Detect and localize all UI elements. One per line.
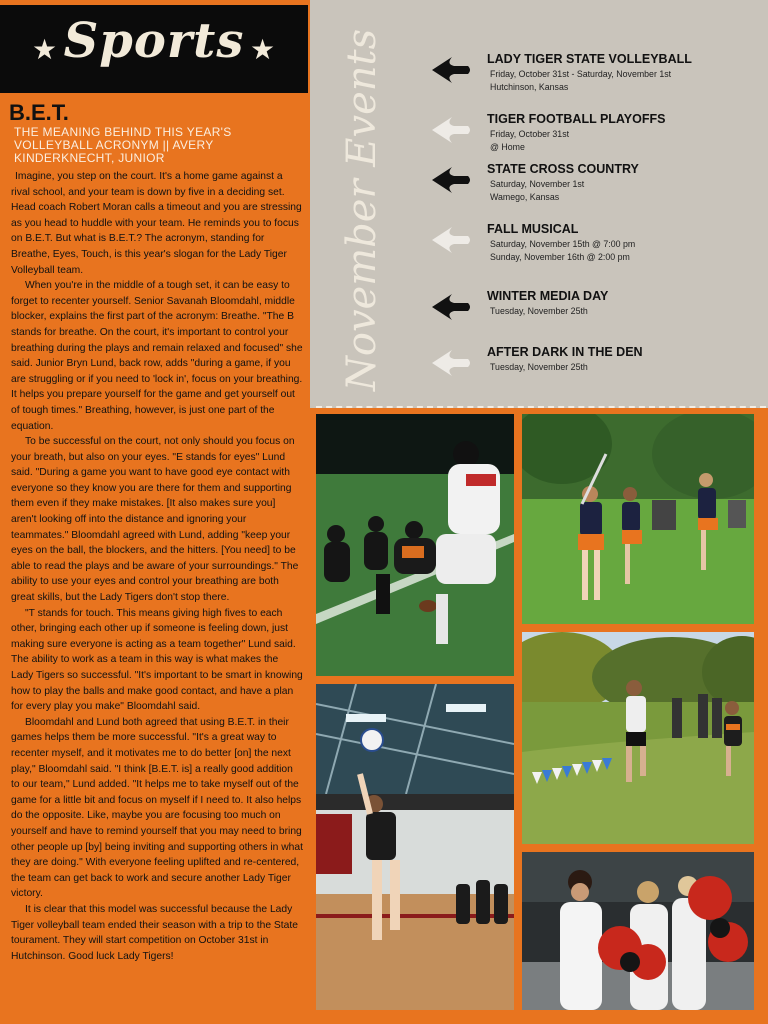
events-title-text: November Events bbox=[339, 28, 385, 392]
section-title: Sports bbox=[63, 13, 245, 69]
cross-country-photo bbox=[522, 632, 754, 844]
arrow-left-icon bbox=[430, 225, 474, 255]
event-name: STATE CROSS COUNTRY bbox=[487, 162, 639, 176]
article-subtitle: THE MEANING BEHIND THIS YEAR'S VOLLEYBALL ACRONYM || AVERY KINDERKNECHT, JUNIOR bbox=[14, 125, 232, 165]
article-paragraph: Bloomdahl and Lund both agreed that using B.E.T. in their games helps them be more successful. "It's a great way to recenter myself, and it motivates me to do better [on] the next play," Bloomdahl said. "I think [B.E.T. is] a really good addition to our team," Lund added. "It helps me to take myself out of the game for a little bit and focus on myself if I need to. It also helps do the opposite. Like, maybe you are focusing too much on yourself and have to remind yourself that you may need to bring other people up [by] being inviting and supporting others in what they are doing." With everyone feeling uplifted and re-centered, the team can get back to work and secure another Lady Tiger victory. bbox=[11, 716, 303, 900]
photo-grid bbox=[310, 408, 768, 1024]
cheerleading-photo bbox=[522, 852, 754, 1010]
star-icon: ★ bbox=[250, 34, 276, 65]
event-detail: Tuesday, November 25th bbox=[490, 362, 588, 372]
article-paragraph: "T stands for touch. This means giving high fives to each other, bringing each other up if someone is feeling down, just making sure everyone is acting as a team together" Lund said. The ability to work as a team in this way is what makes the Lady Tigers so successful. "It's important to be smart in knowing how to play the balls and make good contact, and have a plan for every play you make" Bloomdahl said. bbox=[11, 607, 303, 713]
article-panel bbox=[0, 0, 310, 1024]
event-name: FALL MUSICAL bbox=[487, 222, 579, 236]
arrow-left-icon bbox=[430, 292, 474, 322]
event-detail: Tuesday, November 25th bbox=[490, 306, 588, 316]
event-detail: Saturday, November 15th @ 7:00 pm bbox=[490, 239, 636, 249]
volleyball-photo bbox=[316, 684, 514, 1010]
football-photo bbox=[316, 414, 514, 676]
article-paragraph: It is clear that this model was successful because the Lady Tiger volleyball team ended their season with a trip to the State tourament. They will start competition on October 31st in Hutchinson. Good luck Lady Tigers! bbox=[11, 903, 298, 962]
event-detail: Saturday, November 1st bbox=[490, 179, 585, 189]
article-paragraph: To be successful on the court, not only should you focus on your breath, but also on your eyes. "E stands for eyes" Lund said. "During a game you want to have good eye contact with everyone so they know you are there for them and supporting them even if they make mistakes. [It also makes sure you] aren't looking off into the distance and ignoring your teammates." Bloomdahl agreed with Lund, adding "keep your eyes on the ball, the blockers, and the hitters. [You need] to be able to read the plays and be aware of your surroundings." The ability to use your eyes and control your breathing are both great skills, but the Lady Tigers don't stop there. bbox=[11, 436, 299, 604]
event-detail: Sunday, November 16th @ 2:00 pm bbox=[490, 252, 630, 262]
event-detail: Hutchinson, Kansas bbox=[490, 82, 569, 92]
event-detail: @ Home bbox=[490, 142, 525, 152]
arrow-left-icon bbox=[430, 348, 474, 378]
star-icon: ★ bbox=[32, 34, 58, 65]
event-detail: Wamego, Kansas bbox=[490, 192, 560, 202]
events-title bbox=[322, 0, 402, 408]
arrow-left-icon bbox=[430, 115, 474, 145]
golf-photo bbox=[522, 414, 754, 624]
event-name: TIGER FOOTBALL PLAYOFFS bbox=[487, 112, 666, 126]
arrow-left-icon bbox=[430, 55, 474, 85]
sports-banner bbox=[0, 5, 308, 93]
event-name: WINTER MEDIA DAY bbox=[487, 289, 609, 303]
event-name: AFTER DARK IN THE DEN bbox=[487, 345, 643, 359]
article-paragraph: Imagine, you step on the court. It's a home game against a rival school, and your team is down by five in a deciding set. Head coach Robert Moran calls a timeout and you are stressing as you head to huddle with your team. He reminds you to focus on B.E.T. But what is B.E.T.? The acronym, standing for Breathe, Eyes, Touch, is this year's slogan for the Lady Tiger Volleyball team. bbox=[11, 171, 302, 276]
arrow-left-icon bbox=[430, 165, 474, 195]
event-detail: Friday, October 31st bbox=[490, 129, 570, 139]
article-body bbox=[11, 169, 303, 1001]
article-paragraph: When you're in the middle of a tough set, it can be easy to forget to recenter yourself. Senior Savanah Bloomdahl, middle blocker, explains the first part of the acronym: Breathe. "The B stands for breathe. On the court, it's important to control your breathing during the plays and remain relaxed and focused" she said. Junior Bryn Lund, back row, adds "during a game, if you are struggling or if you need to 'lock in', focus on your breathing. It helps you prepare yourself for the game and get yourself out of tough times." Breathing, however, is just one part of the equation. bbox=[11, 280, 303, 432]
article-title: B.E.T. bbox=[9, 100, 69, 125]
event-name: LADY TIGER STATE VOLLEYBALL bbox=[487, 52, 692, 66]
event-detail: Friday, October 31st - Saturday, November 1st bbox=[490, 69, 672, 79]
